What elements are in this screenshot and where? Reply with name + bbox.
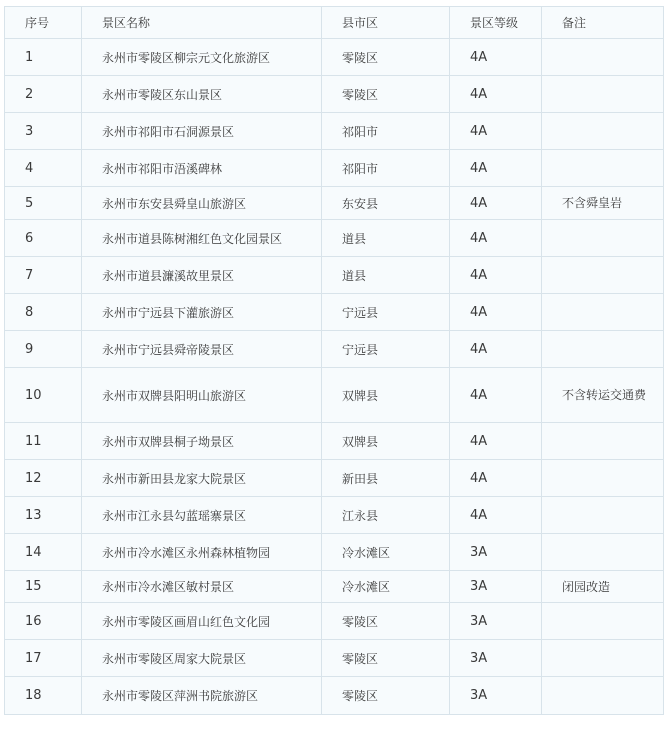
cell-scenic-name: 永州市道县陈树湘红色文化园景区 (82, 220, 322, 257)
cell-serial-number: 12 (5, 460, 82, 497)
cell-note (542, 603, 664, 640)
cell-scenic-name: 永州市新田县龙家大院景区 (82, 460, 322, 497)
cell-scenic-name: 永州市零陵区柳宗元文化旅游区 (82, 39, 322, 76)
cell-serial-number: 7 (5, 257, 82, 294)
cell-county: 零陵区 (322, 640, 450, 677)
table-row (5, 460, 664, 497)
cell-note (542, 220, 664, 257)
cell-scenic-name: 永州市祁阳市浯溪碑林 (82, 150, 322, 187)
cell-grade: 4A (450, 368, 542, 423)
cell-serial-number: 5 (5, 187, 82, 220)
table-row (5, 534, 664, 571)
cell-scenic-name: 永州市冷水滩区敏村景区 (82, 571, 322, 603)
cell-grade: 3A (450, 571, 542, 603)
header-grade: 景区等级 (450, 7, 542, 39)
cell-note (542, 460, 664, 497)
cell-grade: 4A (450, 294, 542, 331)
cell-scenic-name: 永州市双牌县阳明山旅游区 (82, 368, 322, 423)
table-row (5, 39, 664, 76)
cell-serial-number: 15 (5, 571, 82, 603)
cell-grade: 4A (450, 150, 542, 187)
cell-grade: 3A (450, 534, 542, 571)
cell-note: 闭园改造 (542, 571, 664, 603)
cell-grade: 4A (450, 220, 542, 257)
cell-serial-number: 13 (5, 497, 82, 534)
table-row (5, 294, 664, 331)
cell-scenic-name: 永州市江永县勾蓝瑶寨景区 (82, 497, 322, 534)
header-county: 县市区 (322, 7, 450, 39)
cell-county: 江永县 (322, 497, 450, 534)
cell-serial-number: 11 (5, 423, 82, 460)
cell-county: 宁远县 (322, 294, 450, 331)
table-row (5, 187, 664, 220)
cell-serial-number: 9 (5, 331, 82, 368)
cell-county: 新田县 (322, 460, 450, 497)
cell-serial-number: 14 (5, 534, 82, 571)
cell-county: 冷水滩区 (322, 571, 450, 603)
cell-note: 不含舜皇岩 (542, 187, 664, 220)
table-row (5, 497, 664, 534)
table-row (5, 677, 664, 715)
scenic-area-table (4, 6, 664, 715)
cell-grade: 4A (450, 331, 542, 368)
cell-grade: 4A (450, 113, 542, 150)
cell-note (542, 331, 664, 368)
table-row (5, 220, 664, 257)
table-row (5, 76, 664, 113)
cell-grade: 3A (450, 677, 542, 715)
cell-county: 祁阳市 (322, 113, 450, 150)
cell-note (542, 640, 664, 677)
cell-serial-number: 4 (5, 150, 82, 187)
cell-grade: 4A (450, 460, 542, 497)
cell-serial-number: 3 (5, 113, 82, 150)
cell-note (542, 534, 664, 571)
cell-scenic-name: 永州市零陵区周家大院景区 (82, 640, 322, 677)
cell-county: 宁远县 (322, 331, 450, 368)
table-row (5, 571, 664, 603)
cell-note (542, 150, 664, 187)
table-row (5, 423, 664, 460)
cell-serial-number: 18 (5, 677, 82, 715)
table-row (5, 603, 664, 640)
cell-grade: 4A (450, 257, 542, 294)
cell-county: 东安县 (322, 187, 450, 220)
cell-serial-number: 6 (5, 220, 82, 257)
cell-county: 零陵区 (322, 76, 450, 113)
header-serial-number: 序号 (5, 7, 82, 39)
table-row (5, 257, 664, 294)
cell-county: 双牌县 (322, 368, 450, 423)
cell-scenic-name: 永州市祁阳市石洞源景区 (82, 113, 322, 150)
cell-county: 道县 (322, 257, 450, 294)
cell-serial-number: 10 (5, 368, 82, 423)
cell-note (542, 677, 664, 715)
cell-note (542, 294, 664, 331)
cell-scenic-name: 永州市零陵区萍洲书院旅游区 (82, 677, 322, 715)
cell-serial-number: 17 (5, 640, 82, 677)
cell-grade: 4A (450, 423, 542, 460)
cell-note (542, 497, 664, 534)
table-row (5, 640, 664, 677)
cell-grade: 3A (450, 640, 542, 677)
cell-serial-number: 2 (5, 76, 82, 113)
cell-scenic-name: 永州市宁远县下灌旅游区 (82, 294, 322, 331)
cell-grade: 4A (450, 76, 542, 113)
cell-scenic-name: 永州市宁远县舜帝陵景区 (82, 331, 322, 368)
table-header-row (5, 7, 664, 39)
cell-county: 零陵区 (322, 603, 450, 640)
table-row (5, 368, 664, 423)
header-note: 备注 (542, 7, 664, 39)
cell-county: 道县 (322, 220, 450, 257)
cell-scenic-name: 永州市冷水滩区永州森林植物园 (82, 534, 322, 571)
cell-grade: 4A (450, 39, 542, 76)
cell-county: 双牌县 (322, 423, 450, 460)
cell-county: 祁阳市 (322, 150, 450, 187)
cell-grade: 4A (450, 187, 542, 220)
scenic-area-table-container (4, 6, 663, 715)
table-row (5, 331, 664, 368)
cell-serial-number: 16 (5, 603, 82, 640)
cell-county: 冷水滩区 (322, 534, 450, 571)
cell-serial-number: 1 (5, 39, 82, 76)
cell-scenic-name: 永州市零陵区画眉山红色文化园 (82, 603, 322, 640)
header-scenic-name: 景区名称 (82, 7, 322, 39)
cell-county: 零陵区 (322, 677, 450, 715)
cell-scenic-name: 永州市道县濂溪故里景区 (82, 257, 322, 294)
cell-scenic-name: 永州市东安县舜皇山旅游区 (82, 187, 322, 220)
cell-serial-number: 8 (5, 294, 82, 331)
cell-note (542, 113, 664, 150)
cell-scenic-name: 永州市零陵区东山景区 (82, 76, 322, 113)
cell-note (542, 39, 664, 76)
cell-note (542, 76, 664, 113)
table-row (5, 150, 664, 187)
cell-grade: 4A (450, 497, 542, 534)
cell-note: 不含转运交通费 (542, 368, 664, 423)
cell-scenic-name: 永州市双牌县桐子坳景区 (82, 423, 322, 460)
cell-note (542, 423, 664, 460)
cell-note (542, 257, 664, 294)
table-row (5, 113, 664, 150)
cell-grade: 3A (450, 603, 542, 640)
cell-county: 零陵区 (322, 39, 450, 76)
